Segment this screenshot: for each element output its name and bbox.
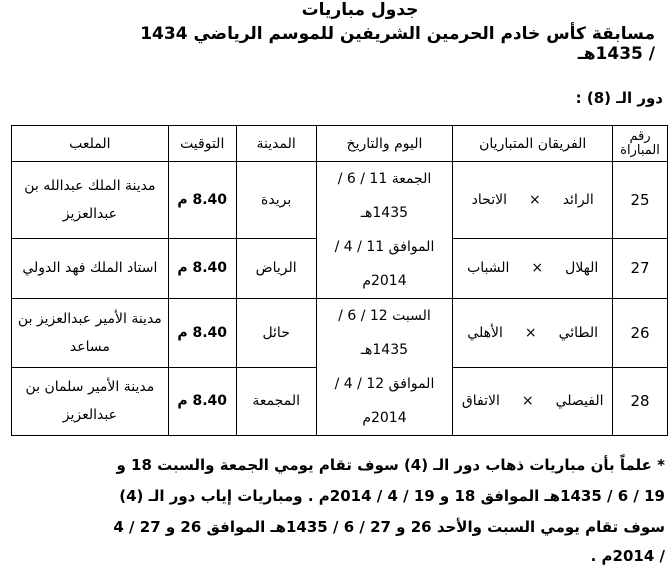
- round-label: دور الـ (8) :: [575, 89, 663, 107]
- versus-mark: ×: [524, 324, 537, 341]
- match-number: 25: [613, 162, 668, 239]
- date-line: 1435هـ: [360, 205, 409, 221]
- match-teams: [453, 238, 613, 298]
- note-line: / 2014م .: [590, 547, 665, 565]
- match-time: 8.40 م: [168, 162, 236, 239]
- match-stadium: مدينة الأمير عبدالعزيز بن مساعد: [12, 299, 169, 368]
- match-date: [316, 299, 453, 436]
- date-line: الموافق 11 / 4 /: [334, 239, 435, 255]
- versus-mark: ×: [521, 393, 534, 410]
- table-header-row: [12, 126, 668, 162]
- match-date: [316, 162, 453, 299]
- match-teams: [453, 299, 613, 368]
- date-line: الموافق 12 / 4 /: [334, 376, 435, 392]
- date-line: 1435هـ: [360, 342, 409, 358]
- match-stadium: استاد الملك فهد الدولي: [12, 238, 169, 298]
- match-city: حائل: [236, 299, 316, 368]
- match-stadium: مدينة الأمير سلمان بن عبدالعزيز: [12, 367, 169, 436]
- match-number: 28: [613, 367, 668, 436]
- team-a: الرائد: [562, 191, 594, 208]
- table-row: [12, 162, 668, 239]
- team-b: الشباب: [467, 260, 510, 277]
- match-number: 27: [613, 238, 668, 298]
- column-header-date: اليوم والتاريخ: [316, 126, 453, 162]
- column-header-number: رقم المباراة: [613, 126, 668, 162]
- match-time: 8.40 م: [168, 367, 236, 436]
- team-a: الطائي: [558, 324, 599, 341]
- table-row: [12, 299, 668, 368]
- date-line: 2014م: [362, 410, 407, 426]
- match-teams: [453, 367, 613, 436]
- versus-mark: ×: [528, 191, 541, 208]
- team-b: الاتحاد: [471, 191, 507, 208]
- match-number: 26: [613, 299, 668, 368]
- match-time: 8.40 م: [168, 299, 236, 368]
- column-header-teams: الفريقان المتباريان: [453, 126, 613, 162]
- match-teams: [453, 162, 613, 239]
- versus-mark: ×: [531, 260, 544, 277]
- team-a: الهلال: [565, 260, 599, 277]
- date-line: السبت 12 / 6 /: [338, 308, 431, 324]
- match-city: المجمعة: [236, 367, 316, 436]
- column-header-time: التوقيت: [168, 126, 236, 162]
- schedule-table: [11, 125, 668, 436]
- note-line: * علماً بأن مباريات ذهاب دور الـ (4) سوف تقام يومي الجمعة والسبت 18 و: [116, 456, 665, 474]
- date-line: الجمعة 11 / 6 /: [337, 171, 432, 187]
- page-title: جدول مباريات: [301, 0, 419, 20]
- note-line: سوف تقام يومي السبت والأحد 26 و 27 / 6 / 1435هـ الموافق 26 و 27 / 4: [113, 518, 665, 536]
- team-b: الاتفاق: [461, 393, 500, 410]
- team-a: الفيصلي: [555, 393, 604, 410]
- match-city: بريدة: [236, 162, 316, 239]
- competition-subtitle: مسابقة كأس خادم الحرمين الشريفين للموسم الرياضي 1434 / 1435هـ: [140, 24, 655, 64]
- match-stadium: مدينة الملك عبدالله بن عبدالعزيز: [12, 162, 169, 239]
- match-time: 8.40 م: [168, 238, 236, 298]
- column-header-stadium: الملعب: [12, 126, 169, 162]
- team-b: الأهلي: [467, 324, 503, 341]
- column-header-city: المدينة: [236, 126, 316, 162]
- note-line: 19 / 6 / 1435هـ الموافق 18 و 19 / 4 / 2014م . ومباريات إياب دور الـ (4): [119, 487, 665, 505]
- date-line: 2014م: [362, 273, 407, 289]
- match-city: الرياض: [236, 238, 316, 298]
